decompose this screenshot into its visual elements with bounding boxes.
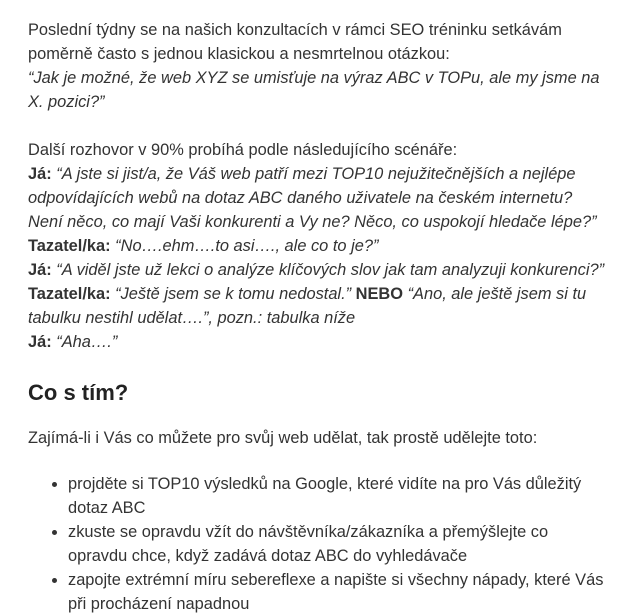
intro-paragraph bbox=[28, 18, 608, 114]
dialog-speaker: Tazatel/ka: bbox=[28, 237, 111, 255]
dialog-line: “Ano, ale ještě jsem si tu tabulku nestihl udělat….”, pozn.: tabulka níže bbox=[28, 285, 587, 327]
dialog-line: “A jste si jist/a, že Váš web patří mezi TOP10 nejužitečnějších a nejlépe odpovídajících webů na dotaz ABC daného uživatele na českém internetu? Není něco, co mají Vaši konkurenti a Vy ne? Něco, co uspokojí hledače lépe?” bbox=[28, 165, 597, 231]
list-item: • zkuste se opravdu vžít do návštěvníka/zákazníka a přemýšlejte co opravdu chce, když zadává dotaz ABC do vyhledávače bbox=[68, 520, 608, 568]
intro-question: “Jak je možné, že web XYZ se umisťuje na výraz ABC v TOPu, ale my jsme na X. pozici?” bbox=[28, 69, 600, 111]
dialog-speaker: Já: bbox=[28, 333, 52, 351]
todo-list bbox=[28, 472, 608, 616]
dialog-lead: Další rozhovor v 90% probíhá podle následujícího scénáře: bbox=[28, 141, 458, 159]
dialog-speaker: Já: bbox=[28, 165, 52, 183]
dialog-paragraph bbox=[28, 138, 608, 354]
list-item: • projděte si TOP10 výsledků na Google, které vidíte na pro Vás důležitý dotaz ABC bbox=[68, 472, 608, 520]
dialog-joiner: NEBO bbox=[355, 285, 404, 303]
dialog-speaker: Já: bbox=[28, 261, 52, 279]
section-heading: Co s tím? bbox=[28, 380, 129, 405]
intro-text: Poslední týdny se na našich konzultacích v rámci SEO tréninku setkávám poměrně často s jednou klasickou a nesmrtelnou otázkou: bbox=[28, 21, 562, 63]
dialog-line: “Aha….” bbox=[51, 333, 118, 351]
section-lead: Zajímá-li i Vás co můžete pro svůj web udělat, tak prostě udělejte toto: bbox=[28, 429, 538, 447]
dialog-speaker: Tazatel/ka: bbox=[28, 285, 111, 303]
list-item: • zapojte extrémní míru sebereflexe a napište si všechny nápady, které Vás při procházení napadnou bbox=[68, 568, 608, 616]
dialog-line: “A viděl jste už lekci o analýze klíčových slov jak tam analyzuji konkurenci?” bbox=[51, 261, 605, 279]
dialog-line: “No….ehm….to asi…., ale co to je?” bbox=[110, 237, 379, 255]
dialog-line: “Ještě jsem se k tomu nedostal.” bbox=[110, 285, 352, 303]
